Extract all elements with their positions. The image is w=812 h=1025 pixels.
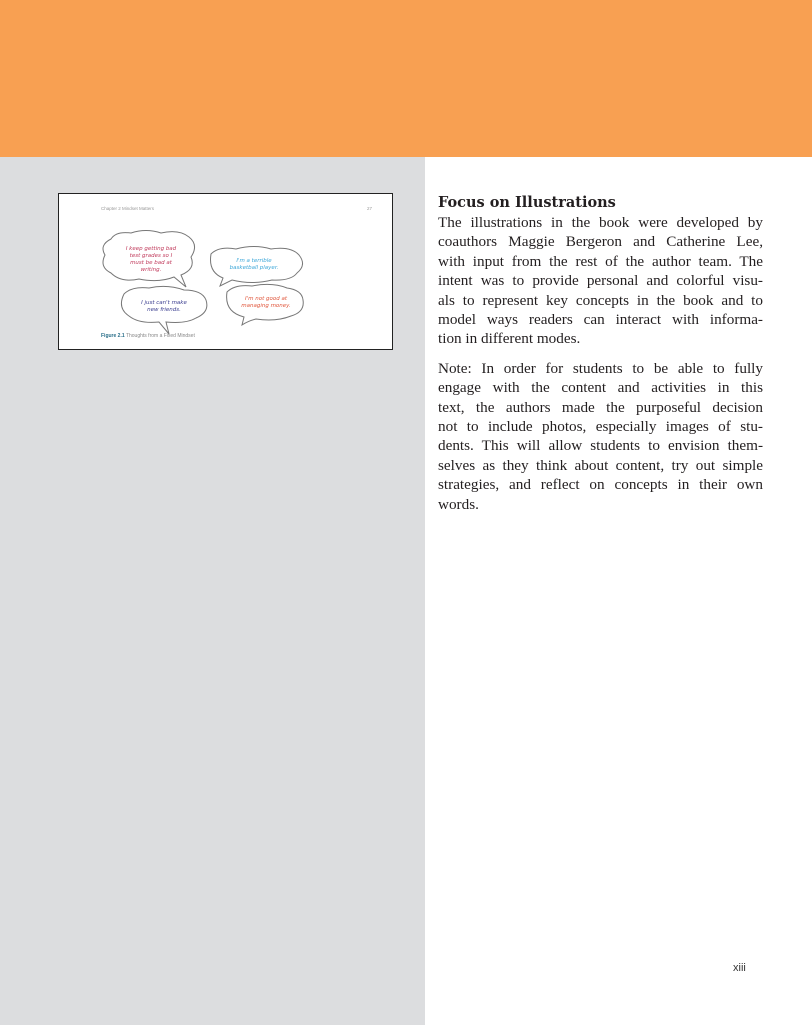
figure-running-header: Chapter 2 Mindset Matters [101, 206, 155, 211]
svg-text:I'm not good atmanaging money.: I'm not good at managing money. [241, 296, 291, 309]
figure-caption: Figure 2.1 Thoughts from a Fixed Mindset [101, 333, 195, 339]
svg-text:I'm a terriblebasketball playe: I'm a terrible basketball player. [229, 258, 279, 271]
speech-bubbles-illustration [59, 194, 392, 349]
header-banner [0, 0, 812, 157]
paragraph-1: The illustrations in the book were developed by coauthors Maggie Bergeron and Catherine Lee, with input from the rest of the author team. The intent was to provide personal and colorful visu- als to represent key concepts in the book and to model ways readers can interact with informa- tion in different modes. [438, 214, 763, 348]
page-folio: xiii [733, 962, 746, 974]
figure-thumbnail [58, 193, 393, 350]
figure-page-number: 27 [366, 206, 372, 211]
svg-text:I just can't makenew friends.: I just can't make new friends. [141, 300, 187, 313]
paragraph-2: Note: In order for students to be able to fully engage with the content and activities in this text, the authors made the purposeful decision not to include photos, especially images of stu- dents. This will allow students to envision them- selves as they think about content, try out simple strategies, and reflect on concepts in their own words. [438, 359, 763, 513]
section-content [438, 193, 763, 524]
section-title: Focus on Illustrations [438, 194, 616, 211]
svg-text:I keep getting badtest grades: I keep getting bad test grades so I must be bad at writing. [125, 246, 177, 273]
